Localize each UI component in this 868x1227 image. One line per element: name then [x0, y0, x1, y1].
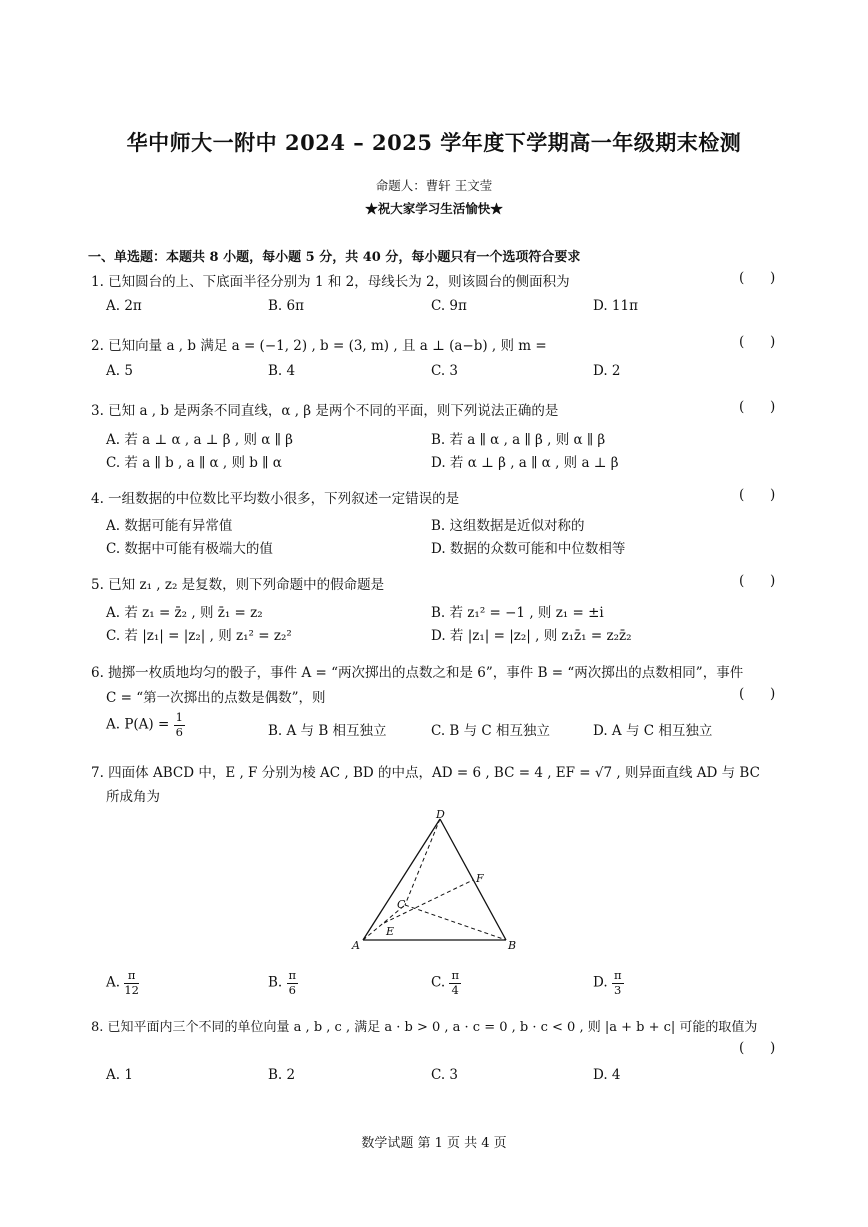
q5-option-b: B. 若 z₁² = −1 , 则 z₁ = ±i — [431, 605, 604, 621]
answer-bracket-8: ( ) — [739, 1040, 776, 1056]
q6-option-b: B. A 与 B 相互独立 — [268, 723, 387, 739]
question-6-stem-line2: C = “第一次掷出的点数是偶数”，则 — [106, 690, 326, 706]
q7-option-d-letter: D. — [593, 974, 608, 991]
q3-option-b: B. 若 a ∥ α , a ∥ β , 则 α ∥ β — [431, 432, 606, 448]
label-A: A — [352, 939, 360, 952]
q8-option-a: A. 1 — [106, 1067, 133, 1083]
q2-option-b: B. 4 — [268, 363, 296, 379]
fraction-numerator: 1 — [175, 710, 183, 724]
q8-option-d: D. 4 — [593, 1067, 621, 1083]
q5-option-a: A. 若 z₁ = z̄₂ , 则 z̄₁ = z₂ — [106, 605, 263, 621]
tetrahedron-figure — [345, 810, 525, 955]
q7-option-c — [431, 970, 461, 996]
question-5-stem: 5. 已知 z₁ , z₂ 是复数，则下列命题中的假命题是 — [91, 577, 385, 593]
answer-bracket-3: ( ) — [739, 399, 776, 415]
label-F: F — [476, 872, 484, 885]
answer-bracket-1: ( ) — [739, 270, 776, 286]
fraction-denominator: 6 — [288, 982, 296, 997]
q7-option-b — [268, 970, 298, 996]
q7-option-c-letter: C. — [431, 974, 446, 991]
edge-DC — [405, 819, 440, 905]
q2-option-a: A. 5 — [106, 363, 133, 379]
edge-DA — [363, 819, 440, 940]
question-8-stem: 8. 已知平面内三个不同的单位向量 a , b , c , 满足 a · b > 0 , a · c = 0 , b · c < 0 , 则 |a + b + c| 可能的取值为 — [91, 1020, 758, 1035]
fraction-denominator: 3 — [614, 982, 622, 997]
fraction-numerator: π — [613, 968, 622, 982]
question-4-stem: 4. 一组数据的中位数比平均数小很多，下列叙述一定错误的是 — [91, 491, 460, 507]
q7-option-d-fraction — [612, 970, 624, 996]
page-title: 华中师大一附中 2024 – 2025 学年度下学期高一年级期末检测 — [126, 130, 742, 155]
author-line: 命题人：曹轩 王文莹 — [375, 178, 493, 193]
q6-option-d: D. A 与 C 相互独立 — [593, 723, 713, 739]
question-7-stem-line1: 7. 四面体 ABCD 中，E , F 分别为棱 AC , BD 的中点，AD = 6 , BC = 4 , EF = √7 , 则异面直线 AD 与 BC — [91, 765, 760, 781]
fraction-denominator: 6 — [175, 724, 183, 739]
q2-option-c: C. 3 — [431, 363, 459, 379]
q8-option-b: B. 2 — [268, 1067, 296, 1083]
q6-option-a-prefix: A. P(A) = — [106, 716, 170, 733]
question-6-stem-line1: 6. 抛掷一枚质地均匀的骰子，事件 A = “两次掷出的点数之和是 6”，事件 B = “两次掷出的点数相同”，事件 — [91, 665, 744, 681]
edge-CB — [405, 905, 506, 940]
q5-option-d: D. 若 |z₁| = |z₂| , 则 z₁z̄₁ = z₂z̄₂ — [431, 628, 632, 644]
question-3-stem: 3. 已知 a , b 是两条不同直线，α , β 是两个不同的平面，则下列说法正确的是 — [91, 403, 559, 419]
q4-option-c: C. 数据中可能有极端大的值 — [106, 541, 273, 557]
fraction-numerator: π — [124, 970, 139, 984]
q3-option-a: A. 若 a ⊥ α , a ⊥ β , 则 α ∥ β — [106, 432, 293, 448]
q1-option-b: B. 6π — [268, 298, 304, 314]
label-C: C — [397, 898, 406, 911]
question-2-stem: 2. 已知向量 a , b 满足 a = (−1, 2) , b = (3, m) , 且 a ⊥ (a−b) , 则 m = — [91, 338, 547, 354]
answer-bracket-2: ( ) — [739, 334, 776, 350]
q8-option-c: C. 3 — [431, 1067, 459, 1083]
q4-option-b: B. 这组数据是近似对称的 — [431, 518, 585, 534]
q6-option-c: C. B 与 C 相互独立 — [431, 723, 551, 739]
label-B: B — [508, 939, 517, 952]
q3-option-d: D. 若 α ⊥ β , a ∥ α , 则 a ⊥ β — [431, 455, 619, 471]
label-E: E — [386, 925, 395, 938]
q1-option-c: C. 9π — [431, 298, 467, 314]
q2-option-d: D. 2 — [593, 363, 621, 379]
motto-line: ★祝大家学习生活愉快★ — [365, 201, 503, 216]
page-footer: 数学试题 第 1 页 共 4 页 — [361, 1136, 507, 1151]
q7-option-a-fraction — [124, 970, 139, 996]
label-D: D — [436, 810, 445, 821]
answer-bracket-5: ( ) — [739, 573, 776, 589]
q3-option-c: C. 若 a ∥ b , a ∥ α , 则 b ∥ α — [106, 455, 282, 471]
q1-option-d: D. 11π — [593, 298, 638, 314]
edge-DB — [440, 819, 506, 940]
fraction-denominator: 12 — [124, 982, 139, 997]
answer-bracket-4: ( ) — [739, 487, 776, 503]
q4-option-a: A. 数据可能有异常值 — [106, 518, 233, 534]
q7-option-a — [106, 970, 139, 996]
q7-option-c-fraction — [449, 970, 461, 996]
section-heading: 一、单选题：本题共 8 小题，每小题 5 分，共 40 分，每小题只有一个选项符合要求 — [88, 250, 581, 265]
answer-bracket-6: ( ) — [739, 686, 776, 702]
question-1-stem: 1. 已知圆台的上、下底面半径分别为 1 和 2，母线长为 2，则该圆台的侧面积为 — [91, 274, 570, 290]
q1-option-a: A. 2π — [106, 298, 142, 314]
fraction-numerator: π — [451, 968, 459, 982]
q7-option-b-letter: B. — [268, 974, 283, 991]
q7-option-a-letter: A. — [106, 974, 121, 991]
question-7-stem-line2: 所成角为 — [106, 789, 160, 805]
q4-option-d: D. 数据的众数可能和中位数相等 — [431, 541, 626, 557]
q6-option-a-fraction — [174, 712, 185, 738]
q7-option-b-fraction — [287, 970, 299, 996]
fraction-numerator: π — [288, 968, 297, 982]
q7-option-d — [593, 970, 624, 996]
q6-option-a — [106, 712, 185, 738]
fraction-denominator: 4 — [451, 982, 459, 997]
q5-option-c: C. 若 |z₁| = |z₂| , 则 z₁² = z₂² — [106, 628, 292, 644]
